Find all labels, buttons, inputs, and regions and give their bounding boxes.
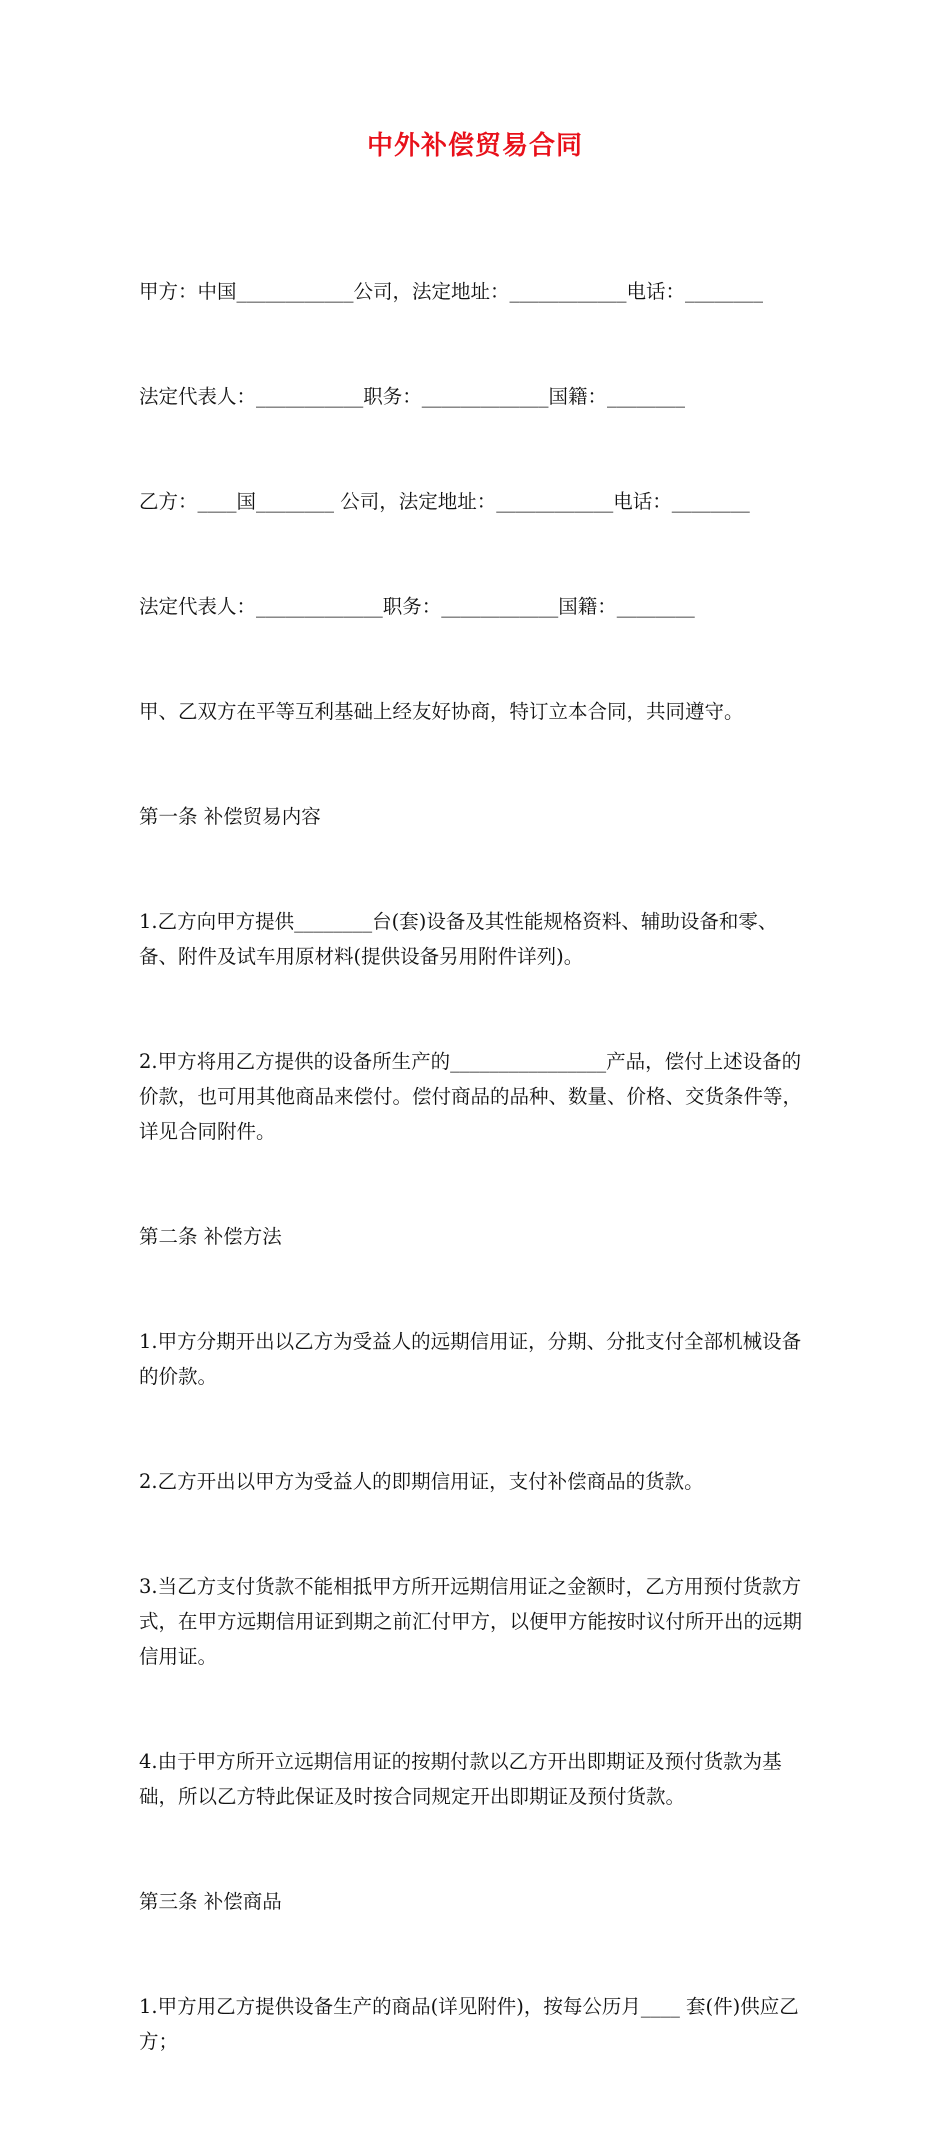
article-1-heading: 第一条 补偿贸易内容 (139, 805, 321, 828)
party-a-line: 甲方：中国____________公司，法定地址：____________电话：________ (139, 280, 764, 303)
article-2-clause-4: 4.由于甲方所开立远期信用证的按期付款以乙方开出即期证及预付货款为基础，所以乙方特此保证及时按合同规定开出即期证及预付货款。 (139, 1750, 782, 1808)
article-2-clause-2: 2.乙方开出以甲方为受益人的即期信用证，支付补偿商品的货款。 (139, 1470, 704, 1493)
article-2-clause-3: 3.当乙方支付货款不能相抵甲方所开远期信用证之金额时，乙方用预付货款方式，在甲方远期信用证到期之前汇付甲方，以便甲方能按时议付所开出的远期信用证。 (139, 1575, 803, 1668)
article-1-clause-2: 2.甲方将用乙方提供的设备所生产的________________产品，偿付上述设备的价款，也可用其他商品来偿付。偿付商品的品种、数量、价格、交货条件等，详见合同附件。 (139, 1050, 803, 1143)
contract-title: 中外补偿贸易合同 (366, 131, 583, 161)
article-1-clause-1: 1.乙方向甲方提供________台(套)设备及其性能规格资料、辅助设备和零、备、附件及试车用原材料(提供设备另用附件详列)。 (139, 910, 778, 968)
article-3-clause-1: 1.甲方用乙方提供设备生产的商品(详见附件)，按每公历月____ 套(件)供应乙方； (139, 1995, 799, 2053)
party-b-representative-line: 法定代表人：_____________职务：____________国籍：________ (139, 595, 695, 618)
article-2-heading: 第二条 补偿方法 (139, 1225, 282, 1248)
party-a-representative-line: 法定代表人：___________职务：_____________国籍：________ (139, 385, 686, 408)
article-3-heading: 第三条 补偿商品 (139, 1890, 282, 1913)
article-2-clause-1: 1.甲方分期开出以乙方为受益人的远期信用证，分期、分批支付全部机械设备的价款。 (139, 1330, 802, 1388)
preamble-paragraph: 甲、乙双方在平等互利基础上经友好协商，特订立本合同，共同遵守。 (139, 700, 744, 723)
party-b-line: 乙方：____国________ 公司，法定地址：____________电话：________ (139, 490, 750, 513)
contract-body (139, 204, 815, 2129)
